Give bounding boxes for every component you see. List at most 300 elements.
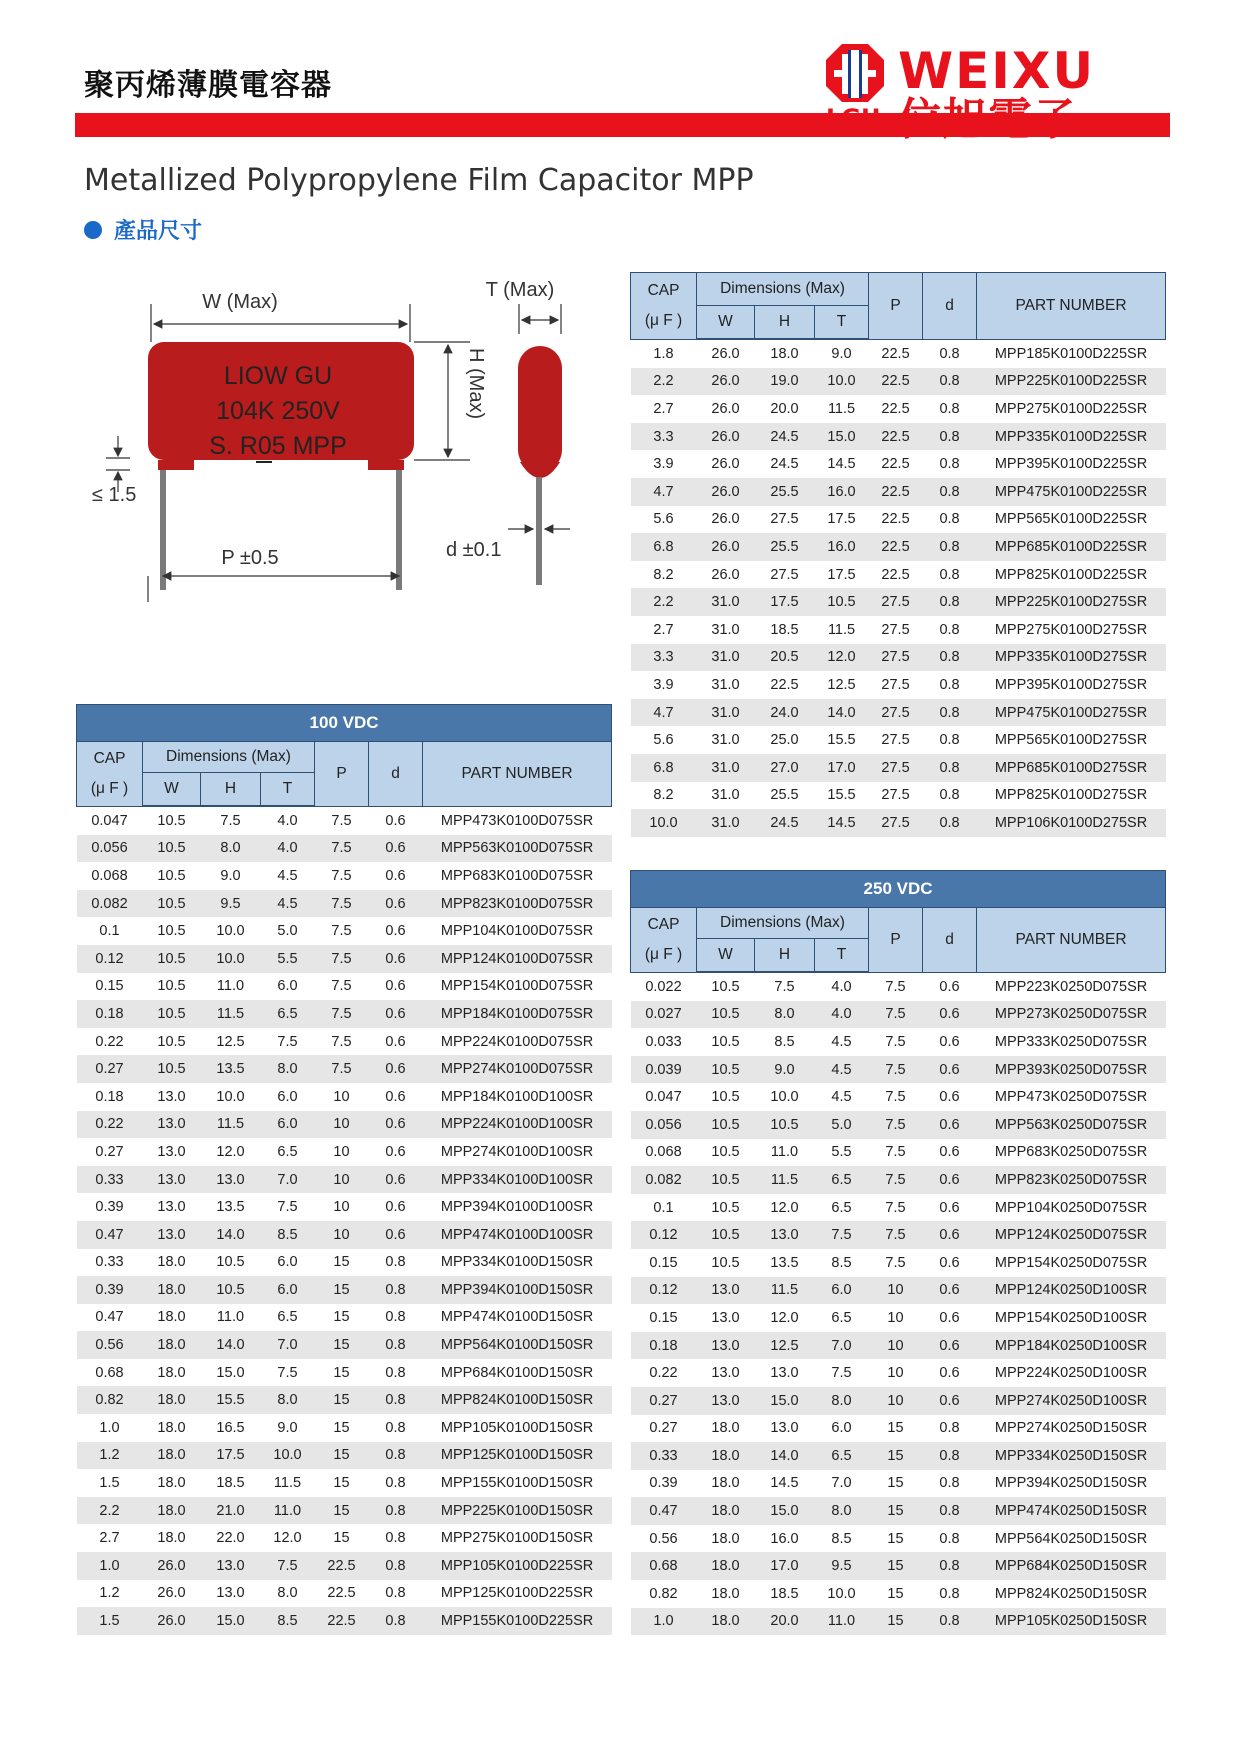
t-cell: 8.0 [815, 1387, 869, 1415]
col-h-header: H [755, 939, 815, 973]
w-cell: 10.5 [143, 890, 201, 918]
col-d-header: d [923, 273, 977, 340]
table-row [631, 1083, 1166, 1111]
h-cell: 7.5 [774, 978, 795, 995]
part-number-cell: MPP155K0100D225SR [423, 1607, 612, 1635]
part-number-cell: MPP683K0100D075SR [440, 867, 594, 884]
d-cell: 0.6 [385, 1199, 406, 1216]
d-cell: 0.6 [923, 1166, 977, 1194]
table-row [631, 616, 1166, 644]
part-number-cell: MPP104K0250D075SR [994, 1199, 1148, 1216]
cap-cell: 0.18 [95, 1088, 124, 1105]
h-cell: 13.0 [201, 1166, 261, 1194]
col-cap-header: CAP (μ F ) [631, 908, 697, 973]
h-cell: 27.5 [770, 511, 799, 528]
cap-cell: 3.9 [653, 456, 674, 473]
h-cell: 18.5 [216, 1475, 245, 1492]
w-cell: 13.0 [697, 1332, 755, 1360]
t-cell: 15.5 [827, 732, 856, 749]
p-cell: 15 [869, 1552, 923, 1580]
h-cell: 17.0 [755, 1552, 815, 1580]
part-number-cell: MPP224K0100D075SR [440, 1033, 594, 1050]
w-cell: 18.0 [157, 1530, 186, 1547]
table-row [631, 450, 1166, 478]
col-dimensions-header: Dimensions (Max) [697, 908, 869, 939]
cap-cell: 0.27 [95, 1143, 124, 1160]
d-cell: 0.6 [939, 1365, 960, 1382]
w-cell: 13.0 [143, 1166, 201, 1194]
part-number-cell: MPP224K0100D100SR [423, 1111, 612, 1139]
logo-mark-text: LGU [826, 104, 881, 132]
marking-line-2: 104K 250V [216, 397, 340, 425]
cap-cell: 0.27 [649, 1420, 678, 1437]
table-row [631, 1139, 1166, 1167]
logo-brand-en: WEIXU [898, 42, 1096, 100]
p-cell: 22.5 [327, 1585, 356, 1602]
d-cell: 0.6 [369, 890, 423, 918]
cap-cell: 0.18 [77, 1000, 143, 1028]
lead-diameter-label: d ±0.1 [446, 539, 502, 561]
t-cell: 6.0 [277, 1254, 298, 1271]
p-cell: 7.5 [885, 1089, 906, 1106]
p-cell: 22.5 [881, 400, 910, 417]
h-cell: 11.5 [755, 1166, 815, 1194]
t-cell: 8.0 [277, 1585, 298, 1602]
col-part-header: PART NUMBER [977, 908, 1166, 973]
h-cell: 11.5 [201, 1111, 261, 1139]
d-cell: 0.6 [385, 812, 406, 829]
d-cell: 0.8 [923, 588, 977, 616]
t-cell: 4.0 [815, 1001, 869, 1029]
w-cell: 10.5 [711, 1033, 740, 1050]
table-row [631, 782, 1166, 810]
d-cell: 0.6 [369, 945, 423, 973]
d-cell: 0.8 [939, 1585, 960, 1602]
cap-cell: 4.7 [631, 478, 697, 506]
h-cell: 12.0 [770, 1309, 799, 1326]
part-number-cell: MPP125K0100D225SR [440, 1585, 594, 1602]
t-cell: 6.0 [277, 978, 298, 995]
h-cell: 22.5 [770, 676, 799, 693]
t-cell: 11.0 [261, 1497, 315, 1525]
table-row [631, 1497, 1166, 1525]
d-cell: 0.6 [939, 1309, 960, 1326]
part-number-cell: MPP274K0100D100SR [440, 1143, 594, 1160]
h-cell: 13.0 [770, 1365, 799, 1382]
h-cell: 27.5 [770, 566, 799, 583]
cap-cell: 5.6 [653, 732, 674, 749]
table-row [631, 644, 1166, 672]
table-row [77, 1414, 612, 1442]
col-d-header: d [923, 908, 977, 973]
t-cell: 7.0 [815, 1332, 869, 1360]
cap-cell: 0.82 [77, 1386, 143, 1414]
part-number-cell: MPP825K0100D225SR [994, 566, 1148, 583]
t-cell: 5.5 [831, 1144, 852, 1161]
t-cell: 8.5 [831, 1530, 852, 1547]
h-cell: 27.0 [755, 754, 815, 782]
table-row [77, 1442, 612, 1470]
w-cell: 26.0 [711, 345, 740, 362]
w-cell: 18.0 [157, 1309, 186, 1326]
table-row [77, 1276, 612, 1304]
h-cell: 15.0 [216, 1364, 245, 1381]
w-cell: 26.0 [697, 423, 755, 451]
w-max-label: W (Max) [202, 291, 278, 313]
table-row [631, 1359, 1166, 1387]
w-cell: 10.5 [711, 1199, 740, 1216]
part-number-cell: MPP393K0250D075SR [977, 1056, 1166, 1084]
h-cell: 11.5 [755, 1277, 815, 1305]
cap-cell: 0.027 [631, 1001, 697, 1029]
w-cell: 10.5 [157, 867, 186, 884]
p-cell: 22.5 [869, 478, 923, 506]
d-cell: 0.8 [939, 1530, 960, 1547]
table-row [631, 1249, 1166, 1277]
h-cell: 11.5 [201, 1000, 261, 1028]
cap-cell: 0.1 [99, 923, 120, 940]
h-cell: 10.0 [201, 945, 261, 973]
p-cell: 7.5 [315, 945, 369, 973]
table-row [631, 368, 1166, 396]
p-cell: 15 [315, 1276, 369, 1304]
h-cell: 14.5 [770, 1475, 799, 1492]
cap-cell: 6.8 [631, 754, 697, 782]
part-number-cell: MPP125K0100D150SR [423, 1442, 612, 1470]
cap-cell: 0.082 [77, 890, 143, 918]
p-cell: 15 [333, 1309, 350, 1326]
p-cell: 15 [869, 1442, 923, 1470]
d-cell: 0.6 [369, 1000, 423, 1028]
d-cell: 0.6 [923, 1111, 977, 1139]
part-number-cell: MPP824K0250D150SR [994, 1585, 1148, 1602]
w-cell: 10.5 [697, 1221, 755, 1249]
d-cell: 0.8 [369, 1331, 423, 1359]
table-row [631, 588, 1166, 616]
w-cell: 10.5 [157, 1033, 186, 1050]
t-cell: 7.5 [277, 1199, 298, 1216]
table-row [77, 1166, 612, 1194]
table-row [77, 1524, 612, 1552]
h-cell: 11.0 [216, 1309, 245, 1326]
part-number-cell: MPP225K0100D150SR [423, 1497, 612, 1525]
cap-cell: 0.15 [649, 1309, 678, 1326]
p-cell: 27.5 [869, 644, 923, 672]
p-cell: 10 [315, 1166, 369, 1194]
part-number-cell: MPP684K0100D150SR [440, 1364, 594, 1381]
t-cell: 14.0 [815, 699, 869, 727]
table-row [631, 1111, 1166, 1139]
d-cell: 0.6 [939, 1089, 960, 1106]
t-cell: 4.5 [261, 890, 315, 918]
cap-cell: 1.2 [77, 1442, 143, 1470]
table-row [631, 1001, 1166, 1029]
table-row [631, 809, 1166, 837]
t-cell: 6.5 [831, 1199, 852, 1216]
p-cell: 7.5 [869, 1001, 923, 1029]
h-cell: 25.5 [770, 787, 799, 804]
w-cell: 18.0 [143, 1331, 201, 1359]
h-cell: 13.5 [216, 1199, 245, 1216]
h-cell: 25.0 [770, 732, 799, 749]
col-w-header: W [143, 773, 201, 807]
table-row [631, 1525, 1166, 1553]
cap-cell: 0.068 [645, 1144, 682, 1161]
cap-cell: 0.15 [95, 978, 124, 995]
h-cell: 24.0 [755, 699, 815, 727]
w-cell: 31.0 [697, 699, 755, 727]
table-row [631, 506, 1166, 534]
h-cell: 7.5 [220, 812, 241, 829]
t-cell: 6.5 [261, 1000, 315, 1028]
table-row [77, 1083, 612, 1111]
d-cell: 0.8 [385, 1585, 406, 1602]
p-cell: 7.5 [315, 890, 369, 918]
p-cell: 15 [333, 1530, 350, 1547]
col-h-header: H [201, 773, 261, 807]
part-number-cell: MPP683K0250D075SR [994, 1144, 1148, 1161]
cap-cell: 0.068 [91, 867, 128, 884]
w-cell: 13.0 [157, 1088, 186, 1105]
cap-cell: 0.39 [77, 1276, 143, 1304]
w-cell: 10.5 [143, 945, 201, 973]
h-cell: 16.0 [770, 1530, 799, 1547]
p-cell: 15 [333, 1419, 350, 1436]
d-cell: 0.8 [939, 400, 960, 417]
d-cell: 0.8 [923, 423, 977, 451]
cap-cell: 0.22 [649, 1365, 678, 1382]
table-row [77, 1580, 612, 1608]
table-row [631, 1442, 1166, 1470]
col-part-header: PART NUMBER [977, 273, 1166, 340]
d-cell: 0.8 [923, 1552, 977, 1580]
capacitor-dimension-diagram [90, 272, 610, 672]
table-row [77, 1552, 612, 1580]
d-cell: 0.6 [385, 867, 406, 884]
h-cell: 10.0 [216, 1088, 245, 1105]
p-cell: 7.5 [331, 867, 352, 884]
w-cell: 26.0 [143, 1552, 201, 1580]
section-heading [84, 214, 202, 245]
d-cell: 0.8 [923, 644, 977, 672]
d-cell: 0.8 [923, 809, 977, 837]
h-cell: 14.0 [755, 1442, 815, 1470]
part-number-cell: MPP124K0250D100SR [977, 1277, 1166, 1305]
p-cell: 27.5 [869, 588, 923, 616]
cap-cell: 8.2 [653, 787, 674, 804]
h-cell: 8.0 [755, 1001, 815, 1029]
t-cell: 4.5 [831, 1033, 852, 1050]
cap-cell: 0.12 [77, 945, 143, 973]
w-cell: 10.5 [711, 978, 740, 995]
table-row [77, 1497, 612, 1525]
t-cell: 7.0 [831, 1475, 852, 1492]
table-100vdc [76, 704, 612, 1635]
t-cell: 7.5 [815, 1221, 869, 1249]
p-cell: 27.5 [869, 809, 923, 837]
w-cell: 26.0 [697, 478, 755, 506]
h-cell: 10.0 [770, 1089, 799, 1106]
table-row [77, 1386, 612, 1414]
cap-cell: 1.5 [77, 1607, 143, 1635]
table-row [77, 862, 612, 890]
t-cell: 16.0 [815, 478, 869, 506]
h-cell: 20.0 [770, 400, 799, 417]
table-row [77, 945, 612, 973]
p-cell: 7.5 [885, 1033, 906, 1050]
table-row [631, 972, 1166, 1001]
part-number-cell: MPP473K0250D075SR [994, 1089, 1148, 1106]
cap-cell: 0.27 [631, 1387, 697, 1415]
part-number-cell: MPP685K0100D275SR [977, 754, 1166, 782]
cap-cell: 6.8 [631, 533, 697, 561]
p-cell: 7.5 [331, 978, 352, 995]
t-cell: 7.5 [831, 1365, 852, 1382]
h-cell: 13.0 [216, 1585, 245, 1602]
p-cell: 7.5 [885, 1144, 906, 1161]
cap-cell: 0.15 [649, 1254, 678, 1271]
w-cell: 31.0 [697, 588, 755, 616]
h-cell: 17.5 [201, 1442, 261, 1470]
w-cell: 18.0 [157, 1419, 186, 1436]
p-cell: 15 [333, 1475, 350, 1492]
h-cell: 10.0 [216, 923, 245, 940]
cap-cell: 2.7 [653, 400, 674, 417]
w-cell: 10.5 [157, 812, 186, 829]
w-cell: 31.0 [711, 787, 740, 804]
h-cell: 15.0 [755, 1497, 815, 1525]
table-row [631, 699, 1166, 727]
p-cell: 7.5 [315, 1000, 369, 1028]
d-cell: 0.6 [923, 1387, 977, 1415]
part-number-cell: MPP394K0100D100SR [440, 1199, 594, 1216]
t-max-label: T (Max) [485, 279, 555, 301]
p-cell: 22.5 [315, 1607, 369, 1635]
h-cell: 8.5 [774, 1033, 795, 1050]
table-row [631, 1470, 1166, 1498]
w-cell: 18.0 [157, 1364, 186, 1381]
d-cell: 0.8 [923, 478, 977, 506]
table-row [77, 835, 612, 863]
section-label: 產品尺寸 [114, 219, 203, 244]
cap-cell: 10.0 [631, 809, 697, 837]
part-number-cell: MPP825K0100D275SR [994, 787, 1148, 804]
h-cell: 25.5 [755, 533, 815, 561]
d-cell: 0.8 [385, 1419, 406, 1436]
d-cell: 0.6 [923, 1221, 977, 1249]
h-cell: 13.5 [770, 1254, 799, 1271]
d-cell: 0.8 [385, 1254, 406, 1271]
p-cell: 10 [333, 1199, 350, 1216]
part-number-cell: MPP685K0100D225SR [977, 533, 1166, 561]
p-cell: 15 [315, 1497, 369, 1525]
p-cell: 22.5 [869, 533, 923, 561]
h-cell: 12.5 [216, 1033, 245, 1050]
t-cell: 11.0 [815, 1608, 869, 1636]
h-cell: 24.5 [770, 456, 799, 473]
part-number-cell: MPP105K0100D225SR [423, 1552, 612, 1580]
h-cell: 19.0 [755, 368, 815, 396]
cap-cell: 3.3 [631, 423, 697, 451]
cap-cell: 0.12 [631, 1221, 697, 1249]
cap-cell: 0.47 [77, 1221, 143, 1249]
d-cell: 0.8 [939, 456, 960, 473]
part-number-cell: MPP105K0100D150SR [440, 1419, 594, 1436]
part-number-cell: MPP824K0100D150SR [423, 1386, 612, 1414]
w-cell: 18.0 [711, 1420, 740, 1437]
col-cap-header: CAP (μ F ) [631, 273, 697, 340]
part-number-cell: MPP333K0250D075SR [994, 1033, 1148, 1050]
d-cell: 0.6 [385, 978, 406, 995]
t-cell: 11.5 [273, 1475, 302, 1492]
table-row [631, 1166, 1166, 1194]
t-cell: 8.0 [815, 1497, 869, 1525]
t-cell: 6.0 [831, 1420, 852, 1437]
t-cell: 6.0 [261, 1111, 315, 1139]
part-number-cell: MPP184K0250D100SR [977, 1332, 1166, 1360]
p-cell: 7.5 [869, 1056, 923, 1084]
w-cell: 18.0 [697, 1552, 755, 1580]
part-number-cell: MPP274K0250D100SR [977, 1387, 1166, 1415]
d-cell: 0.6 [369, 835, 423, 863]
d-cell: 0.6 [369, 1111, 423, 1139]
part-number-cell: MPP106K0100D275SR [977, 809, 1166, 837]
w-cell: 31.0 [697, 644, 755, 672]
t-cell: 4.0 [831, 978, 852, 995]
d-cell: 0.8 [385, 1530, 406, 1547]
table-row [631, 561, 1166, 589]
table-250vdc [630, 870, 1166, 1635]
t-cell: 4.0 [261, 835, 315, 863]
col-dimensions-header: Dimensions (Max) [143, 742, 315, 773]
w-cell: 18.0 [157, 1254, 186, 1271]
w-cell: 10.5 [697, 1166, 755, 1194]
p-cell: 7.5 [331, 812, 352, 829]
part-number-cell: MPP564K0100D150SR [423, 1331, 612, 1359]
part-number-cell: MPP184K0100D100SR [440, 1088, 594, 1105]
d-cell: 0.6 [939, 978, 960, 995]
h-cell: 20.0 [755, 1608, 815, 1636]
t-cell: 15.0 [815, 423, 869, 451]
d-cell: 0.8 [939, 621, 960, 638]
table-row [631, 671, 1166, 699]
w-cell: 13.0 [697, 1277, 755, 1305]
w-cell: 10.5 [697, 1111, 755, 1139]
part-number-cell: MPP275K0100D225SR [994, 400, 1148, 417]
t-cell: 16.0 [815, 533, 869, 561]
h-cell: 15.5 [201, 1386, 261, 1414]
d-cell: 0.6 [939, 1254, 960, 1271]
part-number-cell: MPP275K0100D275SR [994, 621, 1148, 638]
d-cell: 0.8 [923, 699, 977, 727]
p-cell: 10 [869, 1387, 923, 1415]
h-cell: 25.5 [755, 478, 815, 506]
t-cell: 9.0 [277, 1419, 298, 1436]
t-cell: 8.0 [261, 1055, 315, 1083]
cap-cell: 1.0 [77, 1552, 143, 1580]
cap-cell: 3.9 [653, 676, 674, 693]
d-cell: 0.6 [385, 1143, 406, 1160]
cap-cell: 0.56 [649, 1530, 678, 1547]
cap-cell: 0.022 [645, 978, 682, 995]
h-cell: 20.5 [755, 644, 815, 672]
p-cell: 22.5 [881, 456, 910, 473]
t-cell: 6.5 [815, 1166, 869, 1194]
w-cell: 10.5 [711, 1144, 740, 1161]
cap-cell: 0.27 [77, 1055, 143, 1083]
t-cell: 6.0 [277, 1088, 298, 1105]
table-row [77, 1359, 612, 1387]
